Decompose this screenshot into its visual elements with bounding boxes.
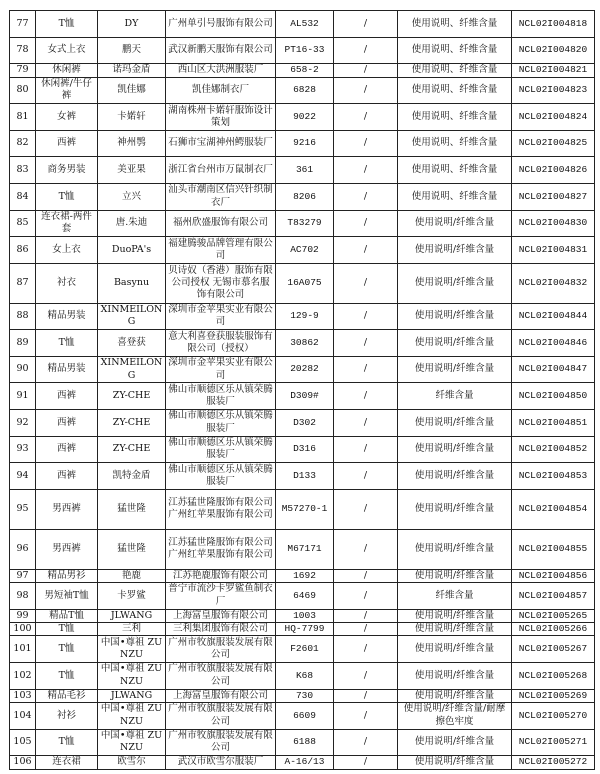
report-number-cell: NCL02I004846 [512, 330, 595, 357]
table-row [10, 383, 595, 410]
other-column-cell: / [334, 582, 398, 609]
model-spec-cell: T83279 [276, 210, 334, 237]
model-spec-cell: 730 [276, 689, 334, 702]
report-number-cell: NCL02I004855 [512, 529, 595, 569]
table-row [10, 356, 595, 383]
table-row [10, 183, 595, 210]
failed-items-cell: 使用说明/纤维含量 [398, 330, 512, 357]
other-column-cell: / [334, 210, 398, 237]
failed-items-cell: 使用说明/纤维含量 [398, 756, 512, 769]
other-column-cell: / [334, 183, 398, 210]
manufacturer-cell: 佛山市顺德区乐从镇荣腾服装厂 [166, 383, 276, 410]
failed-items-cell: 使用说明/纤维含量 [398, 303, 512, 330]
brand-cell: JLWANG [98, 609, 166, 622]
report-number-cell: NCL02I004850 [512, 383, 595, 410]
model-spec-cell: 9022 [276, 104, 334, 131]
row-number-cell: 88 [10, 303, 36, 330]
product-name-cell: 衬衫 [36, 702, 98, 729]
model-spec-cell: PT16-33 [276, 37, 334, 64]
product-name-cell: 西裤 [36, 383, 98, 410]
table-row [10, 210, 595, 237]
row-number-cell: 92 [10, 410, 36, 437]
manufacturer-cell: 三利集团服饰有限公司 [166, 622, 276, 635]
other-column-cell: / [334, 609, 398, 622]
other-column-cell: / [334, 37, 398, 64]
other-column-cell: / [334, 157, 398, 184]
report-number-cell: NCL02I004857 [512, 582, 595, 609]
table-row [10, 582, 595, 609]
brand-cell: ZY-CHE [98, 383, 166, 410]
brand-cell: 凯佳娜 [98, 77, 166, 104]
table-row [10, 130, 595, 157]
failed-items-cell: 使用说明/纤维含量 [398, 237, 512, 264]
report-number-cell: NCL02I005269 [512, 689, 595, 702]
brand-cell: 唐.朱迪 [98, 210, 166, 237]
brand-cell: 猛世隆 [98, 529, 166, 569]
product-name-cell: 休闲裤/牛仔裤 [36, 77, 98, 104]
row-number-cell: 85 [10, 210, 36, 237]
product-name-cell: 男短袖T恤 [36, 582, 98, 609]
manufacturer-cell: 武汉市欧雪尔服装厂 [166, 756, 276, 769]
failed-items-cell: 纤维含量 [398, 383, 512, 410]
product-name-cell: 连衣裙 [36, 756, 98, 769]
report-number-cell: NCL02I004847 [512, 356, 595, 383]
report-number-cell: NCL02I005268 [512, 662, 595, 689]
table-row [10, 489, 595, 529]
row-number-cell: 104 [10, 702, 36, 729]
report-number-cell: NCL02I005267 [512, 636, 595, 663]
brand-cell: 艳鹿 [98, 569, 166, 582]
brand-cell: 猛世隆 [98, 489, 166, 529]
brand-cell: 凯特金盾 [98, 463, 166, 490]
failed-items-cell: 使用说明/纤维含量 [398, 436, 512, 463]
report-number-cell: NCL02I004854 [512, 489, 595, 529]
product-name-cell: 男西裤 [36, 489, 98, 529]
report-number-cell: NCL02I005271 [512, 729, 595, 756]
failed-items-cell: 使用说明/纤维含量 [398, 622, 512, 635]
failed-items-cell: 使用说明、纤维含量 [398, 183, 512, 210]
model-spec-cell: M67171 [276, 529, 334, 569]
table-row [10, 410, 595, 437]
product-name-cell: 休闲裤 [36, 64, 98, 77]
product-name-cell: 连衣裙-两件套 [36, 210, 98, 237]
failed-items-cell: 纤维含量 [398, 582, 512, 609]
other-column-cell: / [334, 330, 398, 357]
model-spec-cell: 8206 [276, 183, 334, 210]
table-row [10, 756, 595, 769]
row-number-cell: 80 [10, 77, 36, 104]
brand-cell: 中国•尊祖 ZUNZU [98, 729, 166, 756]
row-number-cell: 99 [10, 609, 36, 622]
failed-items-cell: 使用说明、纤维含量 [398, 37, 512, 64]
failed-items-cell: 使用说明/纤维含量 [398, 636, 512, 663]
brand-cell: XINMEILONG [98, 356, 166, 383]
brand-cell: DuoPA's [98, 237, 166, 264]
other-column-cell: / [334, 702, 398, 729]
report-number-cell: NCL02I004853 [512, 463, 595, 490]
brand-cell: ZY-CHE [98, 436, 166, 463]
failed-items-cell: 使用说明/纤维含量 [398, 263, 512, 303]
other-column-cell: / [334, 410, 398, 437]
report-number-cell: NCL02I004852 [512, 436, 595, 463]
manufacturer-cell: 汕头市潮南区信兴针织制衣厂 [166, 183, 276, 210]
failed-items-cell: 使用说明、纤维含量 [398, 64, 512, 77]
other-column-cell: / [334, 729, 398, 756]
manufacturer-cell: 广州单引号服饰有限公司 [166, 11, 276, 38]
brand-cell: 中国•尊祖 ZUNZU [98, 662, 166, 689]
table-row [10, 569, 595, 582]
table-row [10, 330, 595, 357]
report-number-cell: NCL02I004856 [512, 569, 595, 582]
other-column-cell: / [334, 383, 398, 410]
other-column-cell: / [334, 662, 398, 689]
brand-cell: 欧雪尔 [98, 756, 166, 769]
product-name-cell: 衬衣 [36, 263, 98, 303]
table-row [10, 157, 595, 184]
model-spec-cell: HQ-7799 [276, 622, 334, 635]
product-name-cell: T恤 [36, 662, 98, 689]
manufacturer-cell: 深圳市金苹果实业有限公司 [166, 303, 276, 330]
failed-items-cell: 使用说明、纤维含量 [398, 130, 512, 157]
table-row [10, 77, 595, 104]
other-column-cell: / [334, 489, 398, 529]
report-number-cell: NCL02I005266 [512, 622, 595, 635]
model-spec-cell: 6469 [276, 582, 334, 609]
brand-cell: 诺玛金盾 [98, 64, 166, 77]
row-number-cell: 89 [10, 330, 36, 357]
brand-cell: 喜登获 [98, 330, 166, 357]
other-column-cell: / [334, 569, 398, 582]
row-number-cell: 97 [10, 569, 36, 582]
model-spec-cell: D302 [276, 410, 334, 437]
report-number-cell: NCL02I004844 [512, 303, 595, 330]
brand-cell: Basynu [98, 263, 166, 303]
table-row [10, 662, 595, 689]
row-number-cell: 78 [10, 37, 36, 64]
report-number-cell: NCL02I004831 [512, 237, 595, 264]
failed-items-cell: 使用说明/纤维含量 [398, 689, 512, 702]
other-column-cell: / [334, 529, 398, 569]
manufacturer-cell: 上海富皇服饰有限公司 [166, 609, 276, 622]
report-number-cell: NCL02I004827 [512, 183, 595, 210]
row-number-cell: 79 [10, 64, 36, 77]
product-name-cell: 西裤 [36, 130, 98, 157]
product-name-cell: 西裤 [36, 410, 98, 437]
table-row [10, 263, 595, 303]
report-number-cell: NCL02I004851 [512, 410, 595, 437]
row-number-cell: 81 [10, 104, 36, 131]
model-spec-cell: D309# [276, 383, 334, 410]
product-name-cell: 精品T恤 [36, 609, 98, 622]
report-number-cell: NCL02I004818 [512, 11, 595, 38]
report-number-cell: NCL02I004824 [512, 104, 595, 131]
report-number-cell: NCL02I004820 [512, 37, 595, 64]
table-row [10, 64, 595, 77]
table-row [10, 529, 595, 569]
model-spec-cell: 20282 [276, 356, 334, 383]
manufacturer-cell: 普宁市流沙卡罗鲨鱼制衣厂 [166, 582, 276, 609]
product-name-cell: 西裤 [36, 436, 98, 463]
brand-cell: ZY-CHE [98, 410, 166, 437]
product-name-cell: 精品毛衫 [36, 689, 98, 702]
other-column-cell: / [334, 263, 398, 303]
row-number-cell: 94 [10, 463, 36, 490]
report-number-cell: NCL02I004832 [512, 263, 595, 303]
manufacturer-cell: 佛山市顺德区乐从镇荣腾服装厂 [166, 463, 276, 490]
manufacturer-cell: 佛山市顺德区乐从镇荣腾服装厂 [166, 410, 276, 437]
report-number-cell: NCL02I005265 [512, 609, 595, 622]
model-spec-cell: 30862 [276, 330, 334, 357]
other-column-cell: / [334, 436, 398, 463]
row-number-cell: 101 [10, 636, 36, 663]
other-column-cell: / [334, 237, 398, 264]
failed-items-cell: 使用说明/纤维含量 [398, 529, 512, 569]
row-number-cell: 91 [10, 383, 36, 410]
row-number-cell: 105 [10, 729, 36, 756]
model-spec-cell: M57270-1 [276, 489, 334, 529]
model-spec-cell: 16A075 [276, 263, 334, 303]
product-name-cell: T恤 [36, 11, 98, 38]
other-column-cell: / [334, 756, 398, 769]
failed-items-cell: 使用说明/纤维含量 [398, 356, 512, 383]
model-spec-cell: 129-9 [276, 303, 334, 330]
other-column-cell: / [334, 104, 398, 131]
product-name-cell: 精品男装 [36, 303, 98, 330]
manufacturer-cell: 福建腾骏品牌管理有限公司 [166, 237, 276, 264]
report-number-cell: NCL02I005272 [512, 756, 595, 769]
other-column-cell: / [334, 636, 398, 663]
model-spec-cell: 1003 [276, 609, 334, 622]
table-row [10, 689, 595, 702]
report-number-cell: NCL02I004823 [512, 77, 595, 104]
failed-items-cell: 使用说明/纤维含量 [398, 463, 512, 490]
table-row [10, 303, 595, 330]
other-column-cell: / [334, 356, 398, 383]
table-row [10, 609, 595, 622]
failed-items-cell: 使用说明、纤维含量 [398, 11, 512, 38]
report-number-cell: NCL02I005270 [512, 702, 595, 729]
failed-items-cell: 使用说明、纤维含量 [398, 157, 512, 184]
manufacturer-cell: 上海富皇服饰有限公司 [166, 689, 276, 702]
table-row [10, 104, 595, 131]
row-number-cell: 87 [10, 263, 36, 303]
manufacturer-cell: 贝诗奴（香港）服饰有限公司授权 无锡市慕名服饰有限公司 [166, 263, 276, 303]
failed-items-cell: 使用说明/纤维含量 [398, 609, 512, 622]
other-column-cell: / [334, 689, 398, 702]
manufacturer-cell: 意大利喜登获服装服饰有限公司（授权） [166, 330, 276, 357]
failed-items-cell: 使用说明/纤维含量 [398, 729, 512, 756]
report-number-cell: NCL02I004825 [512, 130, 595, 157]
product-name-cell: 女上衣 [36, 237, 98, 264]
table-body [10, 11, 595, 770]
manufacturer-cell: 深圳市金苹果实业有限公司 [166, 356, 276, 383]
brand-cell: 立兴 [98, 183, 166, 210]
other-column-cell: / [334, 11, 398, 38]
model-spec-cell: 9216 [276, 130, 334, 157]
model-spec-cell: K68 [276, 662, 334, 689]
table-row [10, 636, 595, 663]
failed-items-cell: 使用说明、纤维含量 [398, 104, 512, 131]
product-name-cell: 女式上衣 [36, 37, 98, 64]
product-name-cell: 商务男装 [36, 157, 98, 184]
brand-cell: JLWANG [98, 689, 166, 702]
report-number-cell: NCL02I004826 [512, 157, 595, 184]
model-spec-cell: 6609 [276, 702, 334, 729]
manufacturer-cell: 广州市牧旗服装发展有限公司 [166, 636, 276, 663]
row-number-cell: 100 [10, 622, 36, 635]
table-row [10, 237, 595, 264]
manufacturer-cell: 江苏猛世隆服饰有限公司 广州红苹果服饰有限公司 [166, 489, 276, 529]
brand-cell: 卡罗鲨 [98, 582, 166, 609]
row-number-cell: 90 [10, 356, 36, 383]
product-name-cell: T恤 [36, 622, 98, 635]
product-name-cell: T恤 [36, 330, 98, 357]
row-number-cell: 96 [10, 529, 36, 569]
failed-items-cell: 使用说明、纤维含量 [398, 77, 512, 104]
row-number-cell: 83 [10, 157, 36, 184]
row-number-cell: 98 [10, 582, 36, 609]
model-spec-cell: F2601 [276, 636, 334, 663]
table-row [10, 37, 595, 64]
brand-cell: 卡婼轩 [98, 104, 166, 131]
model-spec-cell: 6828 [276, 77, 334, 104]
model-spec-cell: 361 [276, 157, 334, 184]
row-number-cell: 93 [10, 436, 36, 463]
other-column-cell: / [334, 77, 398, 104]
report-number-cell: NCL02I004821 [512, 64, 595, 77]
other-column-cell: / [334, 130, 398, 157]
product-name-cell: 男西裤 [36, 529, 98, 569]
other-column-cell: / [334, 64, 398, 77]
manufacturer-cell: 浙江省台州市万鼠制衣厂 [166, 157, 276, 184]
row-number-cell: 103 [10, 689, 36, 702]
table-row [10, 463, 595, 490]
row-number-cell: 84 [10, 183, 36, 210]
model-spec-cell: 1692 [276, 569, 334, 582]
model-spec-cell: 658-2 [276, 64, 334, 77]
brand-cell: 鹏天 [98, 37, 166, 64]
failed-items-cell: 使用说明/纤维含量 [398, 410, 512, 437]
row-number-cell: 102 [10, 662, 36, 689]
model-spec-cell: 6188 [276, 729, 334, 756]
other-column-cell: / [334, 463, 398, 490]
failed-items-cell: 使用说明/纤维含量 [398, 210, 512, 237]
other-column-cell: / [334, 303, 398, 330]
manufacturer-cell: 凯佳娜制衣厂 [166, 77, 276, 104]
model-spec-cell: D316 [276, 436, 334, 463]
row-number-cell: 82 [10, 130, 36, 157]
model-spec-cell: A-16/13 [276, 756, 334, 769]
brand-cell: 中国•尊祖 ZUNZU [98, 702, 166, 729]
product-name-cell: T恤 [36, 636, 98, 663]
table-row [10, 11, 595, 38]
manufacturer-cell: 江苏猛世隆服饰有限公司 广州红苹果服饰有限公司 [166, 529, 276, 569]
table-row [10, 436, 595, 463]
product-name-cell: T恤 [36, 729, 98, 756]
model-spec-cell: AL532 [276, 11, 334, 38]
manufacturer-cell: 西山区大洪洲服装厂 [166, 64, 276, 77]
manufacturer-cell: 江苏艳鹿服饰有限公司 [166, 569, 276, 582]
brand-cell: 美亚果 [98, 157, 166, 184]
row-number-cell: 86 [10, 237, 36, 264]
manufacturer-cell: 石狮市宝湖神州鳄服装厂 [166, 130, 276, 157]
brand-cell: 神州鹗 [98, 130, 166, 157]
brand-cell: 三利 [98, 622, 166, 635]
brand-cell: 中国•尊祖 ZUNZU [98, 636, 166, 663]
model-spec-cell: D133 [276, 463, 334, 490]
inspection-results-table [9, 10, 595, 770]
manufacturer-cell: 湖南株州卡婼轩服饰设计策划 [166, 104, 276, 131]
failed-items-cell: 使用说明/纤维含量 [398, 662, 512, 689]
failed-items-cell: 使用说明/纤维含量/耐摩擦色牢度 [398, 702, 512, 729]
failed-items-cell: 使用说明/纤维含量 [398, 569, 512, 582]
manufacturer-cell: 广州市牧旗服装发展有限公司 [166, 662, 276, 689]
product-name-cell: 女裤 [36, 104, 98, 131]
manufacturer-cell: 广州市牧旗服装发展有限公司 [166, 729, 276, 756]
manufacturer-cell: 广州市牧旗服装发展有限公司 [166, 702, 276, 729]
product-name-cell: T恤 [36, 183, 98, 210]
table-row [10, 622, 595, 635]
table-row [10, 702, 595, 729]
table-row [10, 729, 595, 756]
manufacturer-cell: 佛山市顺德区乐从镇荣腾服装厂 [166, 436, 276, 463]
row-number-cell: 106 [10, 756, 36, 769]
report-number-cell: NCL02I004830 [512, 210, 595, 237]
model-spec-cell: AC702 [276, 237, 334, 264]
row-number-cell: 95 [10, 489, 36, 529]
brand-cell: XINMEILONG [98, 303, 166, 330]
manufacturer-cell: 武汉新鹏天服饰有限公司 [166, 37, 276, 64]
product-name-cell: 西裤 [36, 463, 98, 490]
manufacturer-cell: 福州欣盛服饰有限公司 [166, 210, 276, 237]
brand-cell: DY [98, 11, 166, 38]
product-name-cell: 精品男装 [36, 356, 98, 383]
product-name-cell: 精品男衫 [36, 569, 98, 582]
failed-items-cell: 使用说明/纤维含量 [398, 489, 512, 529]
row-number-cell: 77 [10, 11, 36, 38]
other-column-cell: / [334, 622, 398, 635]
